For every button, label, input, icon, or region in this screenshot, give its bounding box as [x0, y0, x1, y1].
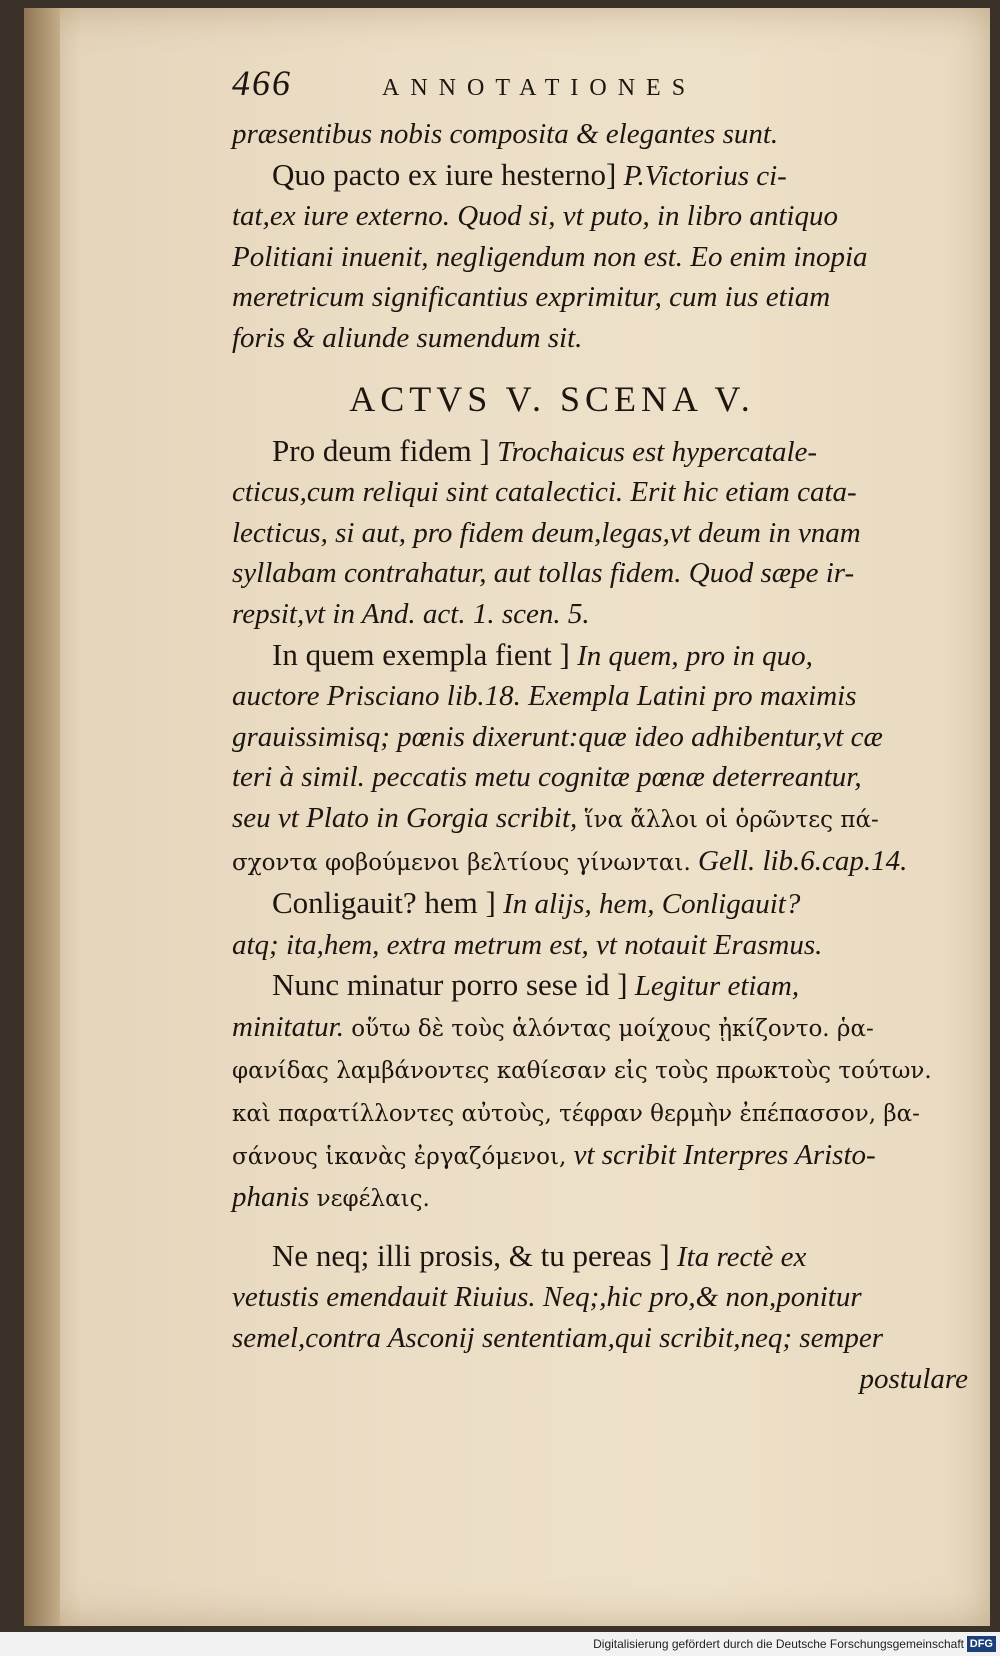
lemma: Conligauit? hem ]: [272, 885, 496, 921]
running-head: ANNOTATIONES: [382, 75, 697, 101]
text-line: syllabam contrahatur, aut tollas fidem. Quod sæpe ir-: [232, 557, 855, 590]
text-line: atq; ita,hem, extra metrum est, vt notauit Erasmus.: [232, 928, 823, 961]
note-text: Trochaicus est hypercatale-: [497, 435, 818, 468]
text-line: semel,contra Asconij sententiam,qui scribit,neq; semper: [232, 1322, 884, 1355]
text-line: cticus,cum reliqui sint catalectici. Erit hic etiam cata-: [232, 476, 857, 509]
lemma: Ne neq; illi prosis, & tu pereas ]: [272, 1237, 670, 1273]
lemma: In quem exempla fient ]: [272, 636, 570, 672]
note-text: Legitur etiam,: [634, 970, 800, 1003]
catchword: postulare: [859, 1362, 968, 1395]
note-text: minitatur.: [232, 1010, 344, 1043]
text-line: auctore Prisciano lib.18. Exempla Latini pro maximis: [232, 680, 857, 713]
page-text: [232, 62, 974, 1399]
page-number: 466: [232, 63, 292, 103]
text-line: [232, 1049, 974, 1092]
note-text: Ita rectè ex: [677, 1240, 807, 1273]
text-line: grauissimisq; pœnis dixerunt:quæ ideo adhibentur,vt cæ: [232, 720, 883, 753]
scene-heading: ACTVS V. SCENA V.: [349, 378, 755, 419]
annotation-entry: [232, 1236, 974, 1278]
note-text: P.Victorius ci-: [623, 159, 787, 192]
annotation-entry: [232, 431, 974, 473]
lemma: Pro deum fidem ]: [272, 432, 490, 468]
greek-quotation: φανίδας λαμβάνοντες καθίεσαν εἰς τοὺς πρωκτοὺς τούτων.: [232, 1058, 932, 1085]
text-line: [232, 841, 974, 884]
funding-credit: Digitalisierung gefördert durch die Deutsche Forschungsgemeinschaft: [593, 1637, 964, 1651]
text-line: Politiani inuenit, negligendum non est. Eo enim inopia: [232, 240, 868, 273]
text-line: repsit,vt in And. act. 1. scen. 5.: [232, 597, 590, 630]
annotation-entry: [232, 155, 974, 197]
spacer: [232, 1220, 974, 1236]
digitization-footer: [0, 1632, 1000, 1656]
lemma: Nunc minatur porro sese id ]: [272, 967, 628, 1003]
text-line: teri à simil. peccatis metu cognitæ pœnæ deterreantur,: [232, 761, 862, 794]
annotation-entry: [232, 635, 974, 677]
page-gutter: [24, 8, 60, 1626]
page-header: [232, 62, 974, 114]
text-line: [232, 1177, 974, 1220]
note-text: seu vt Plato in Gorgia scribit,: [232, 801, 578, 834]
note-text: Gell. lib.6.cap.14.: [698, 844, 908, 877]
annotation-entry: [232, 965, 974, 1007]
text-line: foris & aliunde sumendum sit.: [232, 321, 583, 354]
greek-quotation: οὕτω δὲ τοὺς ἁλόντας μοίχους ᾐκίζοντο. ῥα-: [351, 1015, 874, 1042]
annotation-entry: [232, 883, 974, 925]
greek-quotation: καὶ παρατίλλοντες αὐτοὺς, τέφραν θερμὴν ἐπέπασσον, βα-: [232, 1101, 920, 1128]
greek-quotation: σχοντα φοβούμενοι βελτίους γίνωνται.: [232, 849, 691, 876]
text-line: vetustis emendauit Riuius. Neq;,hic pro,& non,ponitur: [232, 1281, 862, 1314]
text-line: meretricum significantius exprimitur, cum ius etiam: [232, 281, 831, 314]
text-line: [232, 1135, 974, 1178]
dfg-logo: DFG: [967, 1636, 996, 1652]
text-line: tat,ex iure externo. Quod si, vt puto, in libro antiquo: [232, 200, 838, 233]
note-text: vt scribit Interpres Aristo-: [573, 1138, 876, 1171]
greek-quotation: σάνους ἱκανὰς ἐργαζόμενοι,: [232, 1143, 567, 1170]
greek-quotation: νεφέλαις.: [316, 1186, 430, 1213]
note-text: In alijs, hem, Conligauit?: [503, 888, 801, 921]
text-line: [232, 798, 974, 841]
note-text: phanis: [232, 1181, 310, 1214]
text-line: [232, 1092, 974, 1135]
text-line: lecticus, si aut, pro fidem deum,legas,vt deum in vnam: [232, 516, 861, 549]
lemma: Quo pacto ex iure hesterno]: [272, 156, 617, 192]
text-line: [232, 1007, 974, 1050]
greek-quotation: ἵνα ἄλλοι οἱ ὁρῶντες πά-: [584, 806, 879, 833]
text-line: præsentibus nobis composita & elegantes sunt.: [232, 118, 779, 150]
note-text: In quem, pro in quo,: [577, 639, 813, 672]
